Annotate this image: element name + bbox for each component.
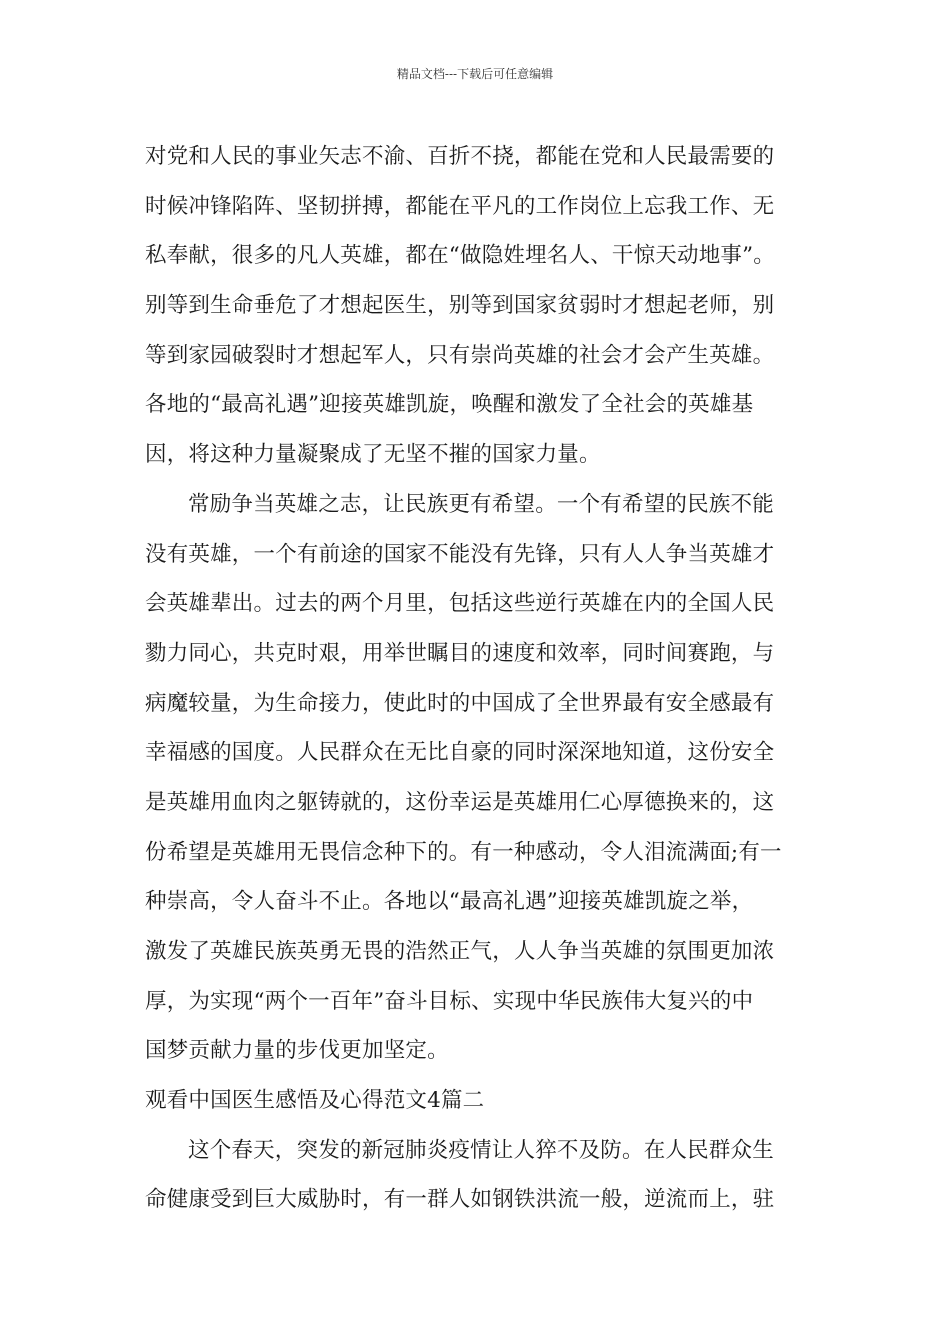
paragraph (145, 1126, 820, 1225)
text-line: 种崇高，令人奋斗不止。各地以“最高礼遇”迎接英雄凯旋之举， (145, 889, 754, 915)
text-line: 时候冲锋陷阵、坚韧拼搏，都能在平凡的工作岗位上忘我工作、无 (145, 193, 775, 219)
text-line: 命健康受到巨大威胁时，有一群人如钢铁洪流一般，逆流而上，驻 (145, 1187, 775, 1213)
text-line: 厚，为实现“两个一百年”奋斗目标、实现中华民族伟大复兴的中 (145, 988, 754, 1014)
text-line: 病魔较量，为生命接力，使此时的中国成了全世界最有安全感最有 (145, 690, 775, 716)
text-line: 份希望是英雄用无畏信念种下的。有一种感动，令人泪流满面;有一 (145, 839, 782, 865)
text-line: 勠力同心，共克时艰，用举世瞩目的速度和效率，同时间赛跑，与 (145, 640, 775, 666)
text-line: 会英雄辈出。过去的两个月里，包括这些逆行英雄在内的全国人民 (145, 591, 775, 617)
text-line: 国梦贡献力量的步伐更加坚定。 (145, 1038, 449, 1064)
section-heading (145, 1076, 820, 1126)
text-line: 幸福感的国度。人民群众在无比自豪的同时深深地知道，这份安全 (145, 740, 775, 766)
text-line: 没有英雄，一个有前途的国家不能没有先锋，只有人人争当英雄才 (145, 541, 775, 567)
text-line: 因，将这种力量凝聚成了无坚不摧的国家力量。 (145, 442, 601, 468)
page-header: 精品文档---下载后可任意编辑 (396, 67, 554, 81)
text-line: 对党和人民的事业矢志不渝、百折不挠，都能在党和人民最需要的 (145, 144, 775, 169)
text-line: 别等到生命垂危了才想起医生，别等到国家贫弱时才想起老师，别 (145, 293, 775, 319)
text-line: 观看中国医生感悟及心得范文4篇二 (145, 1088, 485, 1114)
text-line: 等到家园破裂时才想起军人，只有崇尚英雄的社会才会产生英雄。 (145, 342, 775, 368)
text-line: 激发了英雄民族英勇无畏的浩然正气，人人争当英雄的氛围更加浓 (145, 939, 775, 964)
text-line: 是英雄用血肉之躯铸就的，这份幸运是英雄用仁心厚德换来的，这 (145, 789, 775, 815)
text-line: 这个春天，突发的新冠肺炎疫情让人猝不及防。在人民群众生 (188, 1137, 774, 1163)
text-line: 各地的“最高礼遇”迎接英雄凯旋，唤醒和激发了全社会的英雄基 (145, 392, 754, 418)
body-text (145, 132, 820, 1225)
text-line: 常励争当英雄之志，让民族更有希望。一个有希望的民族不能 (188, 491, 774, 517)
paragraph (145, 480, 820, 1076)
text-line: 私奉献，很多的凡人英雄，都在“做隐姓埋名人、干惊天动地事”。 (145, 243, 775, 269)
paragraph (145, 132, 820, 480)
